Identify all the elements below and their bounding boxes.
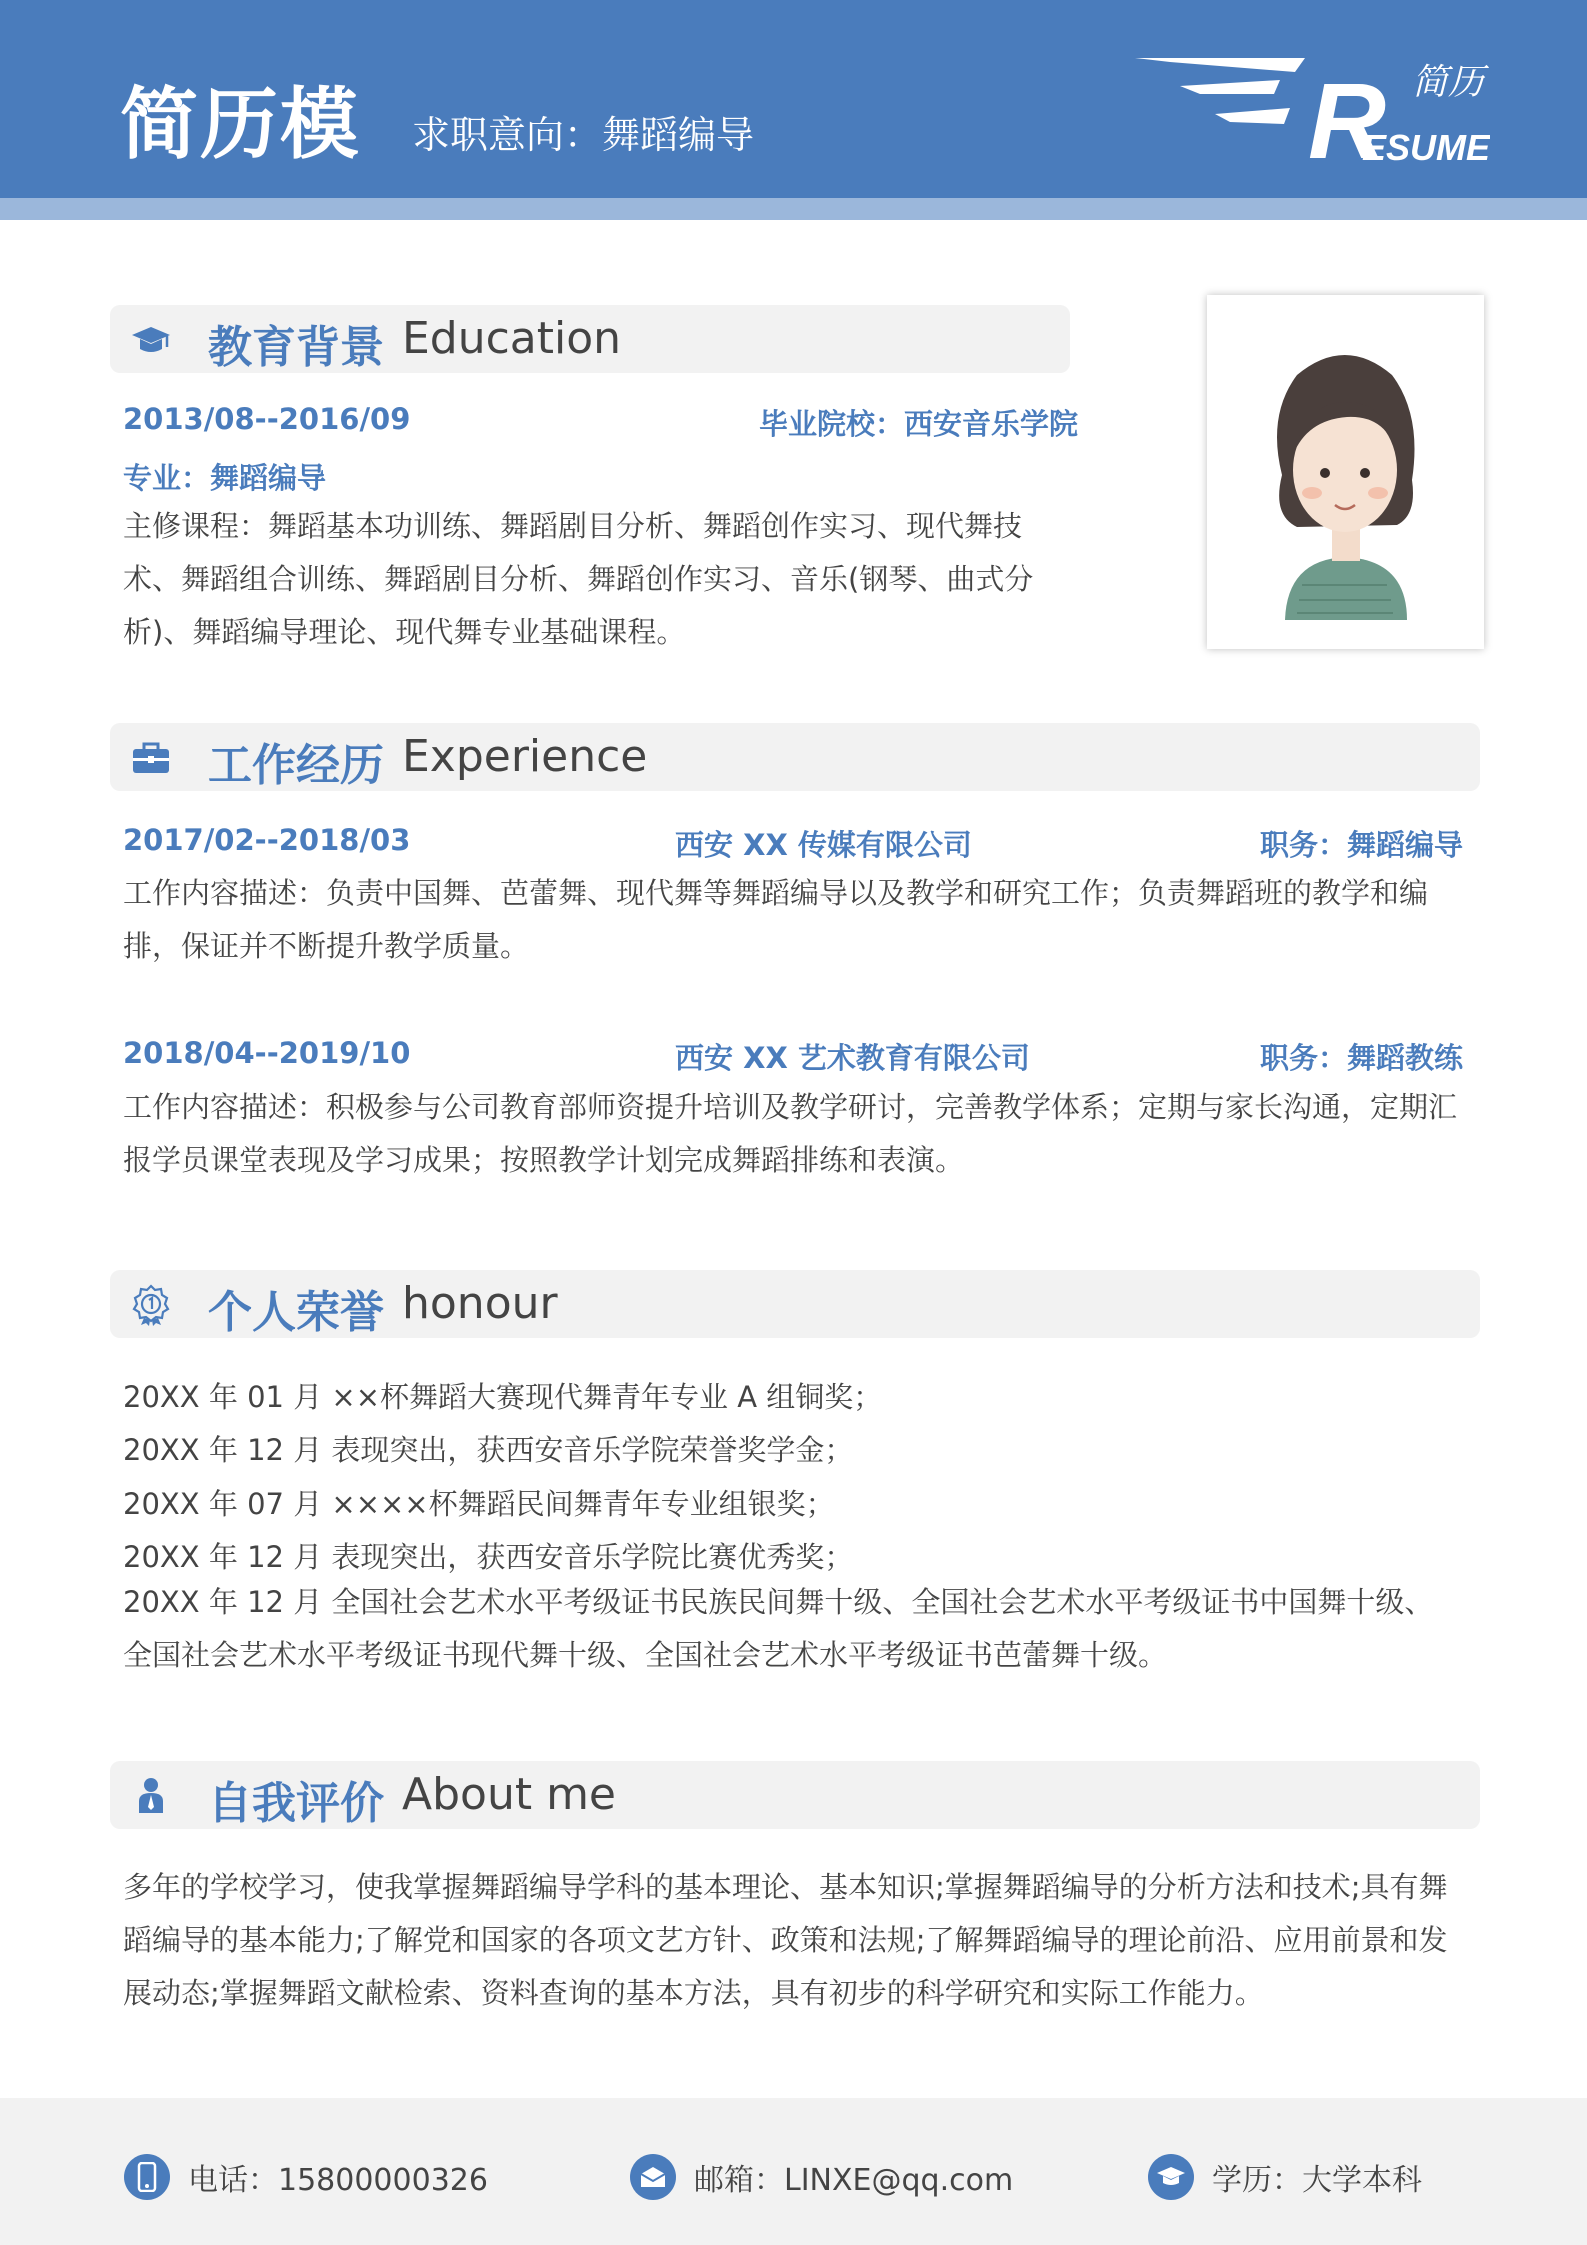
job-company: 西安 XX 传媒有限公司 [675, 828, 972, 862]
honour-item: 20XX 年 07 月 ××××杯舞蹈民间舞青年专业组银奖； [123, 1487, 835, 1521]
job-intent: 求职意向：舞蹈编导 [412, 113, 755, 157]
job-date: 2017/02--2018/03 [123, 823, 411, 857]
honour-item: 20XX 年 12 月 全国社会艺术水平考级证书民族民间舞十级、全国社会艺术水平考级证书中国舞十级、全国社会艺术水平考级证书现代舞十级、全国社会艺术水平考级证书芭蕾舞十级。 [123, 1585, 1434, 1672]
person-icon [130, 1775, 172, 1817]
section-title-experience: 工作经历 [208, 740, 384, 791]
header-stripe [0, 198, 1587, 220]
honour-item: 20XX 年 01 月 ××杯舞蹈大赛现代舞青年专业 A 组铜奖； [123, 1380, 883, 1414]
resume-logo [1130, 48, 1490, 168]
about-text: 多年的学校学习，使我掌握舞蹈编导学科的基本理论、基本知识;掌握舞蹈编导的分析方法和技术;具有舞蹈编导的基本能力;了解党和国家的各项文艺方针、政策和法规;了解舞蹈编导的理论前沿、应用前景和发展动态;掌握舞蹈文献检索、资料查询的基本方法，具有初步的科学研究和实际工作能力。 [123, 1870, 1448, 2010]
section-header-experience [110, 723, 1480, 791]
section-header-honour [110, 1270, 1480, 1338]
resume-name: 简历模 [120, 80, 361, 170]
mail-icon [630, 2154, 676, 2200]
section-header-about [110, 1761, 1480, 1829]
medal-icon [130, 1284, 172, 1326]
section-title-honour: 个人荣誉 [208, 1287, 384, 1338]
footer-phone-text: 电话：15800000326 [188, 2163, 488, 2198]
header-bar [0, 0, 1587, 198]
section-title-about: 自我评价 [208, 1778, 384, 1829]
footer-education [1148, 2152, 1422, 2202]
footer-education-text: 学历：大学本科 [1212, 2163, 1422, 2198]
footer-bar [0, 2098, 1587, 2245]
education-courses: 主修课程：舞蹈基本功训练、舞蹈剧目分析、舞蹈创作实习、现代舞技术、舞蹈组合训练、舞蹈剧目分析、舞蹈创作实习、音乐(钢琴、曲式分析)、舞蹈编导理论、现代舞专业基础课程。 [123, 509, 1034, 649]
section-header-education [110, 305, 1070, 373]
section-title-about-en: About me [402, 1769, 617, 1820]
section-title-education: 教育背景 [208, 322, 384, 373]
job-position: 职务：舞蹈教练 [1260, 1041, 1464, 1075]
job-description: 工作内容描述：积极参与公司教育部师资提升培训及教学研讨，完善教学体系；定期与家长沟通，定期汇报学员课堂表现及学习成果；按照教学计划完成舞蹈排练和表演。 [123, 1090, 1458, 1177]
phone-icon [124, 2154, 170, 2200]
graduation-cap-icon [1148, 2154, 1194, 2200]
logo-cn: 简历 [1412, 62, 1485, 103]
honour-item: 20XX 年 12 月 表现突出，获西安音乐学院比赛优秀奖； [123, 1540, 854, 1574]
education-date: 2013/08--2016/09 [123, 402, 411, 436]
logo-esume: ESUME [1362, 127, 1490, 168]
graduation-cap-icon [130, 319, 172, 361]
job-company: 西安 XX 艺术教育有限公司 [675, 1041, 1030, 1075]
education-major: 专业：舞蹈编导 [123, 461, 327, 495]
footer-phone [124, 2152, 488, 2202]
job-description: 工作内容描述：负责中国舞、芭蕾舞、现代舞等舞蹈编导以及教学和研究工作；负责舞蹈班的教学和编排，保证并不断提升教学质量。 [123, 876, 1429, 963]
avatar [1207, 295, 1484, 649]
footer-email-text: 邮箱：LINXE@qq.com [694, 2163, 1014, 2198]
job-date: 2018/04--2019/10 [123, 1036, 411, 1070]
logo-r: R [1308, 60, 1386, 168]
job-position: 职务：舞蹈编导 [1260, 828, 1464, 862]
section-title-education-en: Education [402, 313, 622, 364]
education-school: 毕业院校：西安音乐学院 [759, 407, 1079, 441]
profile-photo [1207, 295, 1484, 649]
footer-email [630, 2152, 1013, 2202]
section-title-honour-en: honour [402, 1278, 558, 1329]
honour-item: 20XX 年 12 月 表现突出，获西安音乐学院荣誉奖学金； [123, 1433, 854, 1467]
section-title-experience-en: Experience [402, 731, 648, 782]
briefcase-icon [130, 737, 172, 779]
